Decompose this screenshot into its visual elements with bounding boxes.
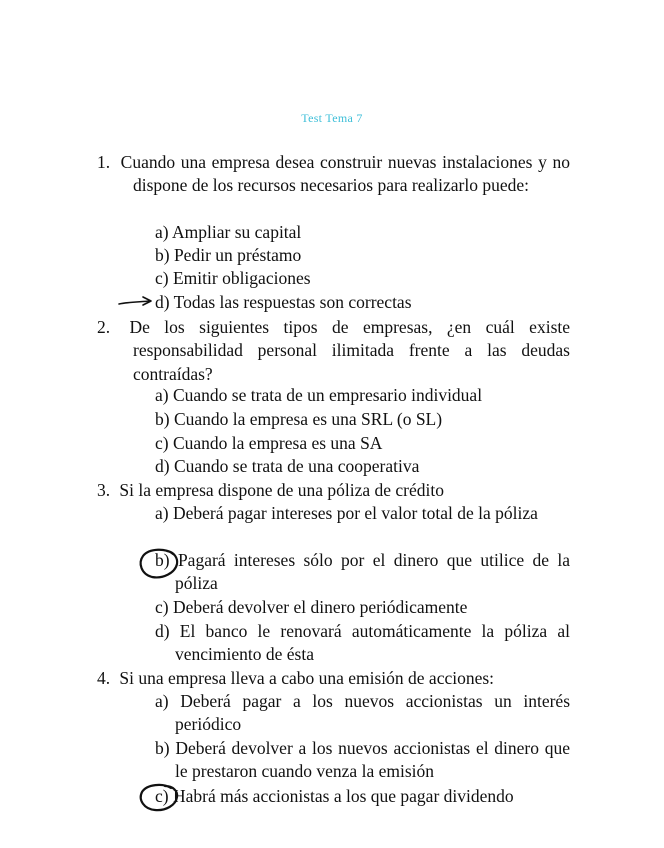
option-letter: c)	[155, 597, 169, 617]
question-text: Si una empresa lleva a cabo una emisión de acciones:	[119, 668, 495, 688]
option-text: Deberá devolver a los nuevos accionistas el dinero que le prestaron cuando venza la emisión	[175, 738, 571, 782]
option-text: Pedir un préstamo	[173, 245, 302, 265]
option-letter: a)	[155, 385, 169, 405]
option-text: El banco le renovará automáticamente la póliza al vencimiento de ésta	[175, 621, 571, 665]
option-text: Cuando la empresa es una SRL (o SL)	[173, 409, 443, 429]
option-1d	[155, 291, 570, 314]
option-text: Todas las respuestas son correctas	[173, 292, 412, 312]
option-2b	[155, 408, 570, 431]
option-letter: c)	[155, 433, 169, 453]
option-4a	[155, 690, 570, 737]
option-2d	[155, 455, 570, 478]
option-letter: a)	[155, 503, 169, 523]
option-text: Deberá devolver el dinero periódicamente	[172, 597, 468, 617]
option-text: Deberá pagar intereses por el valor total de la póliza	[172, 503, 538, 523]
option-2a	[155, 384, 570, 407]
option-text: Habrá más accionistas a los que pagar dividendo	[172, 786, 514, 806]
option-1a	[155, 221, 570, 244]
option-4b	[155, 737, 570, 784]
option-letter: d)	[155, 621, 170, 641]
option-text: Pagará intereses sólo por el dinero que utilice de la póliza	[175, 550, 570, 594]
question-1: 1. Cuando una empresa desea construir nuevas instalaciones y no dispone de los recursos necesarios para realizarlo puede:	[97, 152, 571, 196]
option-letter: c)	[155, 786, 169, 806]
option-letter: d)	[155, 456, 170, 476]
question-3: 3. Si la empresa dispone de una póliza de crédito	[97, 480, 444, 500]
option-1b	[155, 244, 570, 267]
option-text: Cuando se trata de una cooperativa	[173, 456, 420, 476]
option-letter: b)	[155, 245, 170, 265]
option-3b	[155, 549, 570, 596]
option-letter: a)	[155, 691, 169, 711]
option-text: Ampliar su capital	[172, 222, 302, 242]
option-letter: c)	[155, 268, 169, 288]
option-4c	[155, 785, 570, 808]
option-text: Emitir obligaciones	[172, 268, 311, 288]
option-letter: b)	[155, 550, 170, 570]
option-text: Cuando la empresa es una SA	[172, 433, 383, 453]
option-3d	[155, 620, 570, 667]
option-letter: d)	[155, 292, 170, 312]
option-2c	[155, 432, 570, 455]
question-text: Cuando una empresa desea construir nuevas instalaciones y no dispone de los recursos necesarios para realizarlo puede:	[120, 152, 571, 196]
option-letter: b)	[155, 738, 170, 758]
option-1c	[155, 267, 570, 290]
option-3c	[155, 596, 570, 619]
question-text: De los siguientes tipos de empresas, ¿en cuál existe responsabilidad personal ilimitada frente a las deudas contraídas?	[129, 317, 571, 384]
option-letter: a)	[155, 222, 169, 242]
option-text: Deberá pagar a los nuevos accionistas un interés periódico	[175, 691, 570, 735]
page-title: Test Tema 7	[301, 111, 363, 125]
option-3a	[155, 502, 570, 525]
option-text: Cuando se trata de un empresario individual	[172, 385, 483, 405]
option-letter: b)	[155, 409, 170, 429]
question-4: 4. Si una empresa lleva a cabo una emisión de acciones:	[97, 668, 495, 688]
question-text: Si la empresa dispone de una póliza de crédito	[119, 480, 444, 500]
question-2: 2. De los siguientes tipos de empresas, ¿en cuál existe responsabilidad personal ilimitada frente a las deudas contraídas?	[97, 317, 571, 384]
hand-drawn-arrow-icon	[117, 294, 155, 310]
